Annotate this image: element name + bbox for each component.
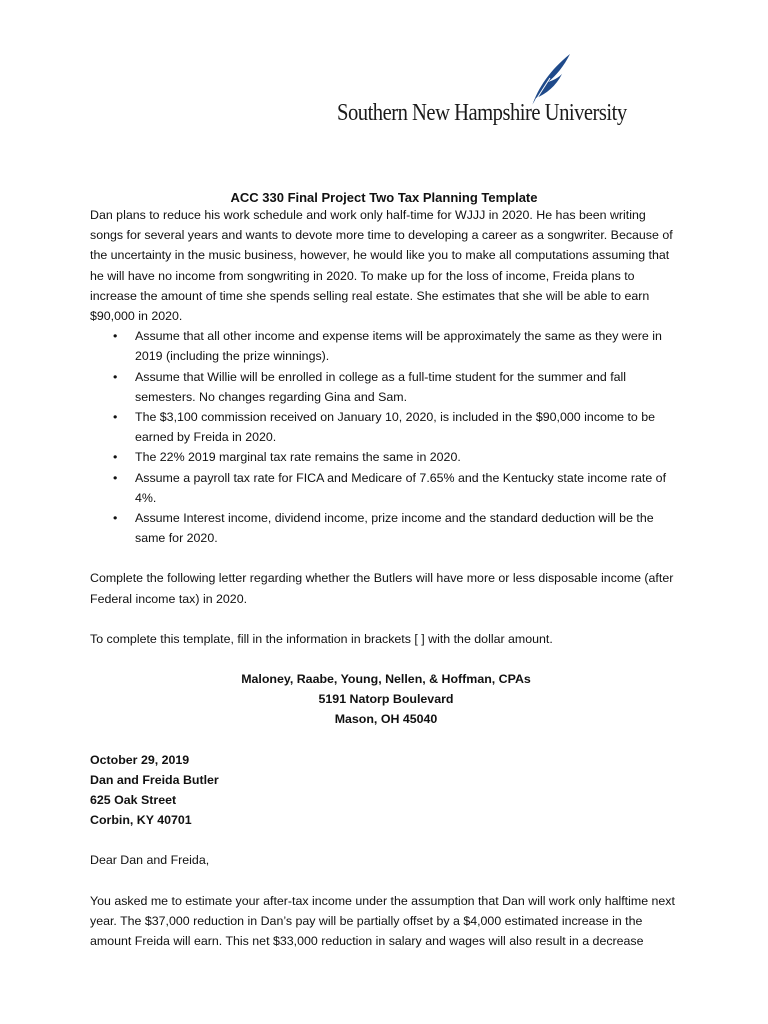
recipient-city: Corbin, KY 40701 xyxy=(90,813,192,828)
list-item: • Assume Interest income, dividend income, prize income and the standard deduction will be the same for 2020. xyxy=(135,508,682,548)
salutation: Dear Dan and Freida, xyxy=(90,853,210,868)
list-item: • Assume a payroll tax rate for FICA and Medicare of 7.65% and the Kentucky state income rate of 4%. xyxy=(135,468,682,508)
university-logo xyxy=(90,0,680,150)
letter-date: October 29, 2019 xyxy=(90,752,190,767)
assumptions-list xyxy=(90,326,682,548)
recipient-name: Dan and Freida Butler xyxy=(90,772,219,787)
list-item: • Assume that Willie will be enrolled in college as a full-time student for the summer and fall semesters. No changes regarding Gina and Sam. xyxy=(135,367,682,407)
document-title: ACC 330 Final Project Two Tax Planning Template xyxy=(230,190,538,205)
logo-text: Southern New Hampshire University xyxy=(337,100,627,126)
instruction-paragraph: To complete this template, fill in the information in brackets [ ] with the dollar amount. xyxy=(90,631,553,646)
list-item: • The 22% 2019 marginal tax rate remains the same in 2020. xyxy=(135,447,682,467)
firm-city: Mason, OH 45040 xyxy=(334,712,438,727)
list-item: • Assume that all other income and expense items will be approximately the same as they were in 2019 (including the prize winnings). xyxy=(135,326,682,366)
letter-body-paragraph: You asked me to estimate your after-tax income under the assumption that Dan will work only halftime next year. The $37,000 reduction in Dan’s pay will be partially offset by a $4,000 estimated increase in the amount Freida will earn. This net $33,000 reduction in salary and wages will also result in a decrease xyxy=(90,893,675,949)
firm-name: Maloney, Raabe, Young, Nellen, & Hoffman, CPAs xyxy=(241,672,531,687)
intro-paragraph: Dan plans to reduce his work schedule and work only half-time for WJJJ in 2020. He has been writing songs for several years and wants to devote more time to developing a career as a songwriter. Because of the uncertainty in the music business, however, he would like you to make all computations assuming that he will have no income from songwriting in 2020. To make up for the loss of income, Freida plans to increase the amount of time she spends selling real estate. She estimates that she will be able to earn $90,000 in 2020. xyxy=(90,208,673,324)
recipient-street: 625 Oak Street xyxy=(90,793,177,808)
list-item: • The $3,100 commission received on January 10, 2020, is included in the $90,000 income to be earned by Freida in 2020. xyxy=(135,407,682,447)
firm-street: 5191 Natorp Boulevard xyxy=(318,692,454,707)
instruction-paragraph: Complete the following letter regarding whether the Butlers will have more or less disposable income (after Federal income tax) in 2020. xyxy=(90,571,674,606)
document-body xyxy=(90,205,682,951)
firm-address xyxy=(90,669,682,730)
recipient-block xyxy=(90,750,682,831)
